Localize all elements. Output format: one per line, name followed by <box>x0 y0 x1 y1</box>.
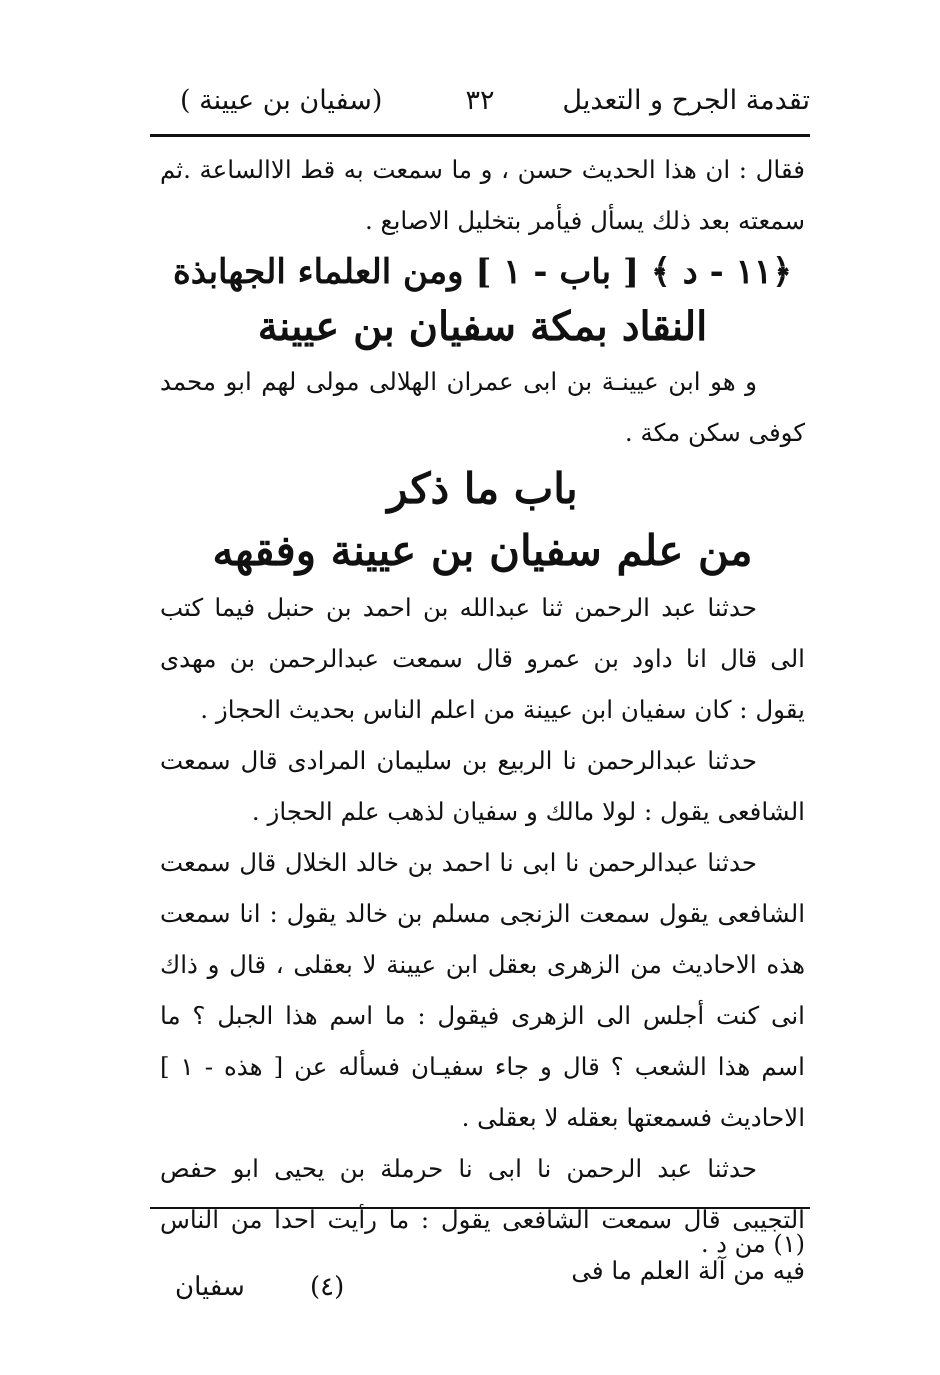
header-rule <box>150 134 810 137</box>
section-heading: باب ما ذكر <box>387 464 578 513</box>
chapter-heading: ﴿١١ - د ﴾ [ باب - ١ ] ومن العلماء الجهابذة <box>172 252 793 292</box>
page-header <box>150 78 810 124</box>
narration-paragraph: حدثنا عبد الرحمن ثنا عبدالله بن احمد بن حنبل فيما كتب الى قال انا داود بن عمرو قال سمعت عبدالرحمن بن مهدى يقول : كان سفيان ابن عيينة من اعلم الناس بحديث الحجاز . <box>160 593 805 724</box>
footnote-rule <box>150 1207 810 1209</box>
page-number: ٣٢ <box>465 85 495 116</box>
signature-mark: (٤) <box>310 1272 345 1302</box>
narration-paragraph: حدثنا عبد الرحمن نا ابى نا حرملة بن يحيى ابو حفص التجيبى قال سمعت الشافعى يقول : ما رأيت احدا من الناس فيه من آلة العلم ما فى <box>160 1154 805 1285</box>
book-title: تقدمة الجرح و التعديل <box>562 85 810 116</box>
page-footer <box>150 1262 810 1312</box>
narration-paragraph: حدثنا عبدالرحمن نا الربيع بن سليمان المرادى قال سمعت الشافعى يقول : لولا مالك و سفيان لذهب علم الحجاز . <box>160 746 805 826</box>
intro-paragraph: فقال : ان هذا الحديث حسن ، و ما سمعت به قط الاالساعة .ثم سمعته بعد ذلك يسأل فيأمر بتخليل الاصابع . <box>160 155 805 235</box>
catchword: سفيان <box>175 1272 245 1302</box>
narration-paragraph: حدثنا عبدالرحمن نا ابى نا احمد بن خالد الخلال قال سمعت الشافعى يقول سمعت الزنجى مسلم بن خالد يقول : انا سمعت هذه الاحاديث من الزهرى بعقل ابن عيينة لا بعقلى ، قال و ذاك انى كنت أجلس الى الزهرى فيقول : ما اسم هذا الجبل ؟ ما اسم هذا الشعب ؟ قال و جاء سفيـان فسأله عن [ هذه - ١ ] الاحاديث فسمعتها بعقله لا بعقلى . <box>160 848 805 1132</box>
section-heading-continued: من علم سفيان بن عيينة وفقهه <box>212 526 753 575</box>
biography-paragraph: و هو ابن عيينـة بن ابى عمران الهلالى مولى لهم ابو محمد كوفى سكن مكة . <box>160 367 805 447</box>
footnote: (١) من د . <box>701 1230 805 1258</box>
page-body <box>160 144 805 1296</box>
running-subject: (سفيان بن عيينة ) <box>180 85 383 116</box>
chapter-heading-continued: النقاد بمكة سفيان بن عيينة <box>257 303 708 350</box>
